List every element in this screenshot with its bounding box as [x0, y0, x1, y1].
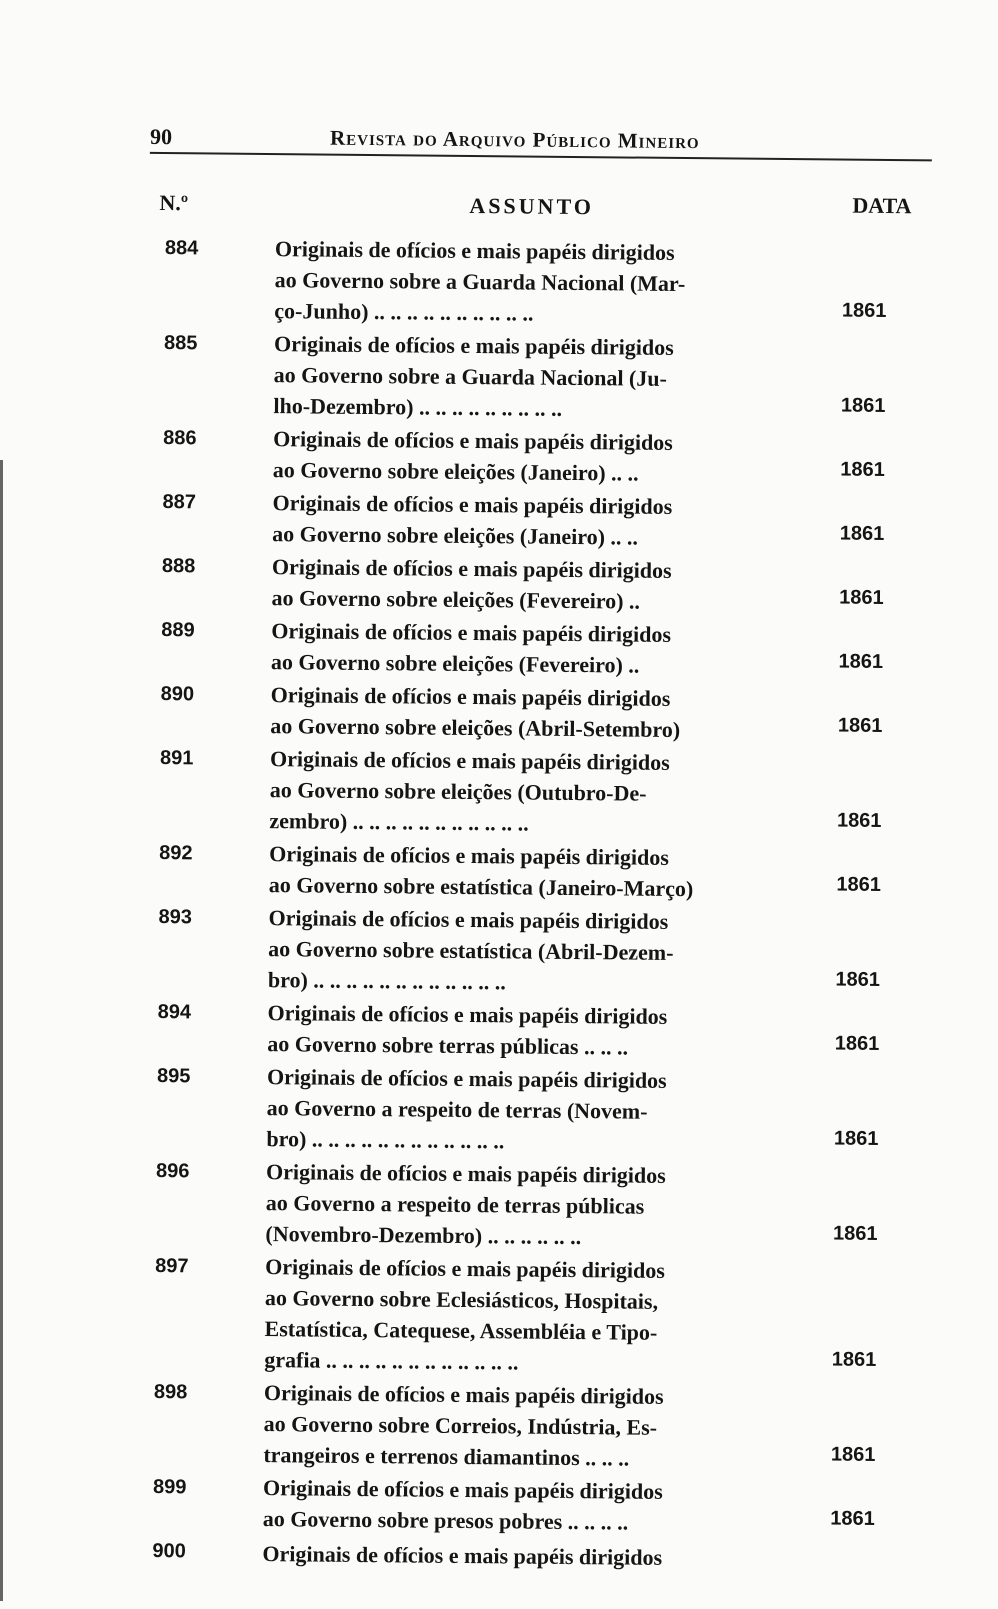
entry-subject — [271, 615, 784, 682]
entry-number: 892 — [159, 842, 193, 865]
list-item — [153, 837, 924, 906]
entry-date: 1861 — [833, 1127, 879, 1150]
entry-subject-line: ao Governo sobre eleições (Outubro-De- — [269, 777, 647, 806]
entry-subject-line: bro) .. .. .. .. .. .. .. .. .. .. .. .. — [266, 1126, 505, 1154]
list-item — [158, 232, 929, 332]
entry-number: 893 — [158, 906, 193, 929]
list-item — [147, 1471, 918, 1540]
entry-subject-line: Originais de ofícios e mais papéis dirigidos — [269, 746, 670, 775]
entry-number: 887 — [162, 491, 197, 514]
list-item — [155, 550, 926, 619]
list-item — [150, 1060, 921, 1160]
entry-date: 1861 — [840, 458, 885, 481]
entry-subject-line: Estatística, Catequese, Assembléia e Tipo- — [264, 1316, 658, 1345]
entry-subject — [273, 328, 786, 426]
entry-subject-line: ao Governo sobre Eclesiásticos, Hospitais, — [264, 1285, 659, 1314]
entry-number: 886 — [163, 427, 197, 450]
entry-subject-line: ao Governo sobre a Guarda Nacional (Mar- — [274, 267, 686, 297]
list-item — [157, 327, 928, 427]
entry-subject-line: trangeiros e terrenos diamantinos .. .. .. — [263, 1442, 630, 1471]
list-item — [153, 742, 924, 842]
entry-subject-line: Originais de ofícios e mais papéis dirigidos — [270, 682, 671, 711]
entry-date: 1861 — [831, 1348, 877, 1371]
entry-subject — [267, 997, 780, 1064]
entry-date: 1861 — [830, 1507, 875, 1530]
entry-subject-line: Originais de ofícios e mais papéis dirigidos — [262, 1475, 663, 1504]
entry-number: 889 — [161, 619, 195, 642]
list-item — [149, 1155, 920, 1255]
entry-date: 1861 — [839, 586, 884, 609]
entry-date: 1861 — [838, 650, 884, 673]
entry-subject-line: ao Governo sobre Correios, Indústria, Es- — [263, 1411, 658, 1440]
entry-subject — [268, 902, 781, 1000]
entry-date: 1861 — [837, 714, 883, 737]
entry-subject-line: Originais de ofícios e mais papéis dirigidos — [271, 554, 672, 583]
entry-date: 1861 — [841, 299, 887, 322]
entries-list — [146, 232, 929, 1577]
list-item — [154, 678, 925, 747]
entry-subject-line: ao Governo sobre estatística (Janeiro-Março) — [268, 872, 694, 902]
entry-subject-line: Originais de ofícios e mais papéis dirigidos — [265, 1159, 666, 1188]
entry-subject-line: ao Governo sobre terras públicas .. .. .. — [267, 1031, 629, 1060]
entry-subject-line: Originais de ofícios e mais papéis dirigidos — [272, 490, 673, 519]
entry-subject-line: Originais de ofícios e mais papéis dirigidos — [269, 841, 669, 870]
entry-subject-line: bro) .. .. .. .. .. .. .. .. .. .. .. .. — [267, 967, 506, 995]
entry-date: 1861 — [834, 1032, 880, 1055]
list-item — [156, 486, 927, 555]
entry-number: 884 — [164, 237, 199, 260]
entry-number: 900 — [152, 1539, 186, 1563]
entry-subject-line: ao Governo a respeito de terras públicas — [265, 1190, 645, 1219]
entry-number: 891 — [159, 747, 194, 770]
entry-number: 890 — [160, 683, 195, 706]
entry-subject-line: ao Governo sobre eleições (Janeiro) .. .. — [272, 457, 639, 486]
entry-date: 1861 — [839, 522, 885, 545]
list-item — [151, 996, 922, 1065]
entry-subject-line: ao Governo sobre eleições (Janeiro) .. .. — [272, 521, 639, 550]
entry-subject — [265, 1156, 778, 1254]
column-header-date: DATA — [852, 192, 912, 219]
entry-subject-line: Originais de ofícios e mais papéis dirigidos — [273, 331, 674, 360]
entry-date: 1861 — [835, 968, 881, 991]
entry-number: 888 — [161, 555, 196, 578]
entry-subject — [266, 1061, 779, 1159]
entry-subject-line: Originais de ofícios e mais papéis dirigidos — [266, 1064, 667, 1093]
entry-subject-line: Originais de ofícios e mais papéis dirigidos — [262, 1541, 663, 1570]
entry-subject-line: Originais de ofícios e mais papéis dirigidos — [265, 1254, 665, 1283]
entry-number: 894 — [157, 1001, 192, 1024]
page-number: 90 — [149, 123, 173, 150]
entry-subject-line: ao Governo sobre presos pobres .. .. .. .. — [262, 1506, 629, 1535]
entry-number: 896 — [155, 1160, 190, 1183]
entry-subject — [272, 487, 785, 554]
running-title: Revista do Arquivo Público Mineiro — [329, 125, 700, 154]
entry-date: 1861 — [840, 394, 886, 417]
entry-subject-line: zembro) .. .. .. .. .. .. .. .. .. .. .. — [269, 808, 529, 836]
entry-subject — [273, 423, 786, 490]
entry-subject-line: Originais de ofícios e mais papéis dirigidos — [273, 426, 673, 455]
entry-subject — [264, 1251, 777, 1380]
entry-subject-line: Originais de ofícios e mais papéis dirigidos — [271, 618, 672, 647]
entry-subject-line: ao Governo sobre eleições (Fevereiro) .. — [271, 585, 641, 614]
entry-subject-line: (Novembro-Dezembro) .. .. .. .. .. .. — [265, 1221, 582, 1250]
entry-number: 899 — [152, 1475, 187, 1499]
entry-subject-line: ao Governo sobre estatística (Abril-Dezem- — [268, 936, 674, 965]
entry-subject-line: ao Governo sobre eleições (Abril-Setembro) — [270, 713, 681, 743]
list-item — [155, 614, 926, 683]
page-header — [150, 122, 932, 162]
entry-subject — [270, 679, 783, 746]
entry-subject — [271, 551, 784, 618]
entry-subject-line: ao Governo a respeito de terras (Novem- — [266, 1095, 648, 1124]
entry-subject — [269, 743, 782, 841]
list-item — [147, 1376, 918, 1476]
entry-subject — [274, 233, 787, 331]
entry-number: 897 — [155, 1255, 189, 1278]
entry-subject-line: ao Governo sobre eleições (Fevereiro) .. — [270, 649, 640, 678]
entry-subject-line: ço-Junho) .. .. .. .. .. .. .. .. .. .. — [274, 298, 534, 326]
page-edge-shadow — [0, 460, 3, 1601]
entry-date: 1861 — [836, 873, 881, 896]
entry-subject-line: Originais de ofícios e mais papéis dirigidos — [267, 1000, 668, 1029]
entry-date: 1861 — [836, 809, 882, 832]
entry-date: 1861 — [830, 1443, 876, 1466]
entry-subject-line: Originais de ofícios e mais papéis dirigidos — [274, 236, 675, 265]
list-item — [146, 1535, 916, 1575]
entry-subject-line: ao Governo sobre a Guarda Nacional (Ju- — [273, 362, 668, 391]
list-item — [148, 1250, 919, 1381]
entry-number: 895 — [156, 1065, 191, 1088]
entry-subject — [262, 1538, 774, 1574]
entry-subject-line: lho-Dezembro) .. .. .. .. .. .. .. .. .. — [273, 393, 563, 421]
entry-date — [774, 1570, 904, 1575]
entry-number: 885 — [163, 332, 198, 355]
entry-subject — [263, 1377, 776, 1475]
column-header-subject: ASSUNTO — [469, 192, 595, 220]
list-item — [157, 422, 928, 491]
entry-subject-line: Originais de ofícios e mais papéis dirigidos — [268, 905, 669, 934]
list-item — [152, 901, 923, 1001]
entry-date: 1861 — [832, 1222, 878, 1245]
entry-subject — [263, 1472, 776, 1539]
entry-subject-line: Originais de ofícios e mais papéis dirigidos — [263, 1380, 664, 1409]
entry-subject — [269, 838, 782, 905]
entry-subject-line: grafia .. .. .. .. .. .. .. .. .. .. .. .. — [264, 1347, 519, 1375]
entry-number: 898 — [153, 1381, 188, 1404]
column-header-number: N.º — [159, 189, 189, 216]
